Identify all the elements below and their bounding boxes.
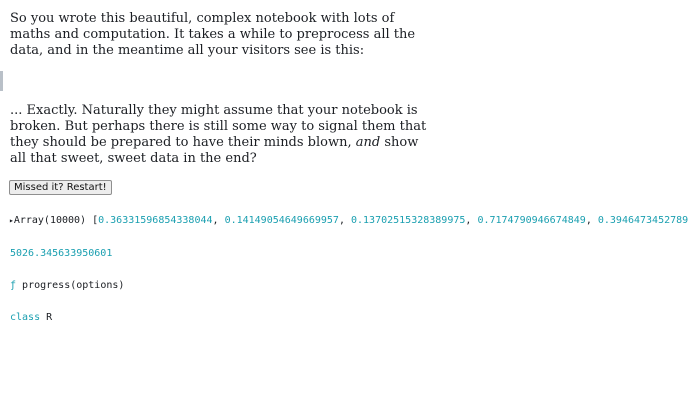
restart-button[interactable]: Missed it? Restart! bbox=[9, 180, 112, 195]
intro-paragraph: So you wrote this beautiful, complex notebook with lots of maths and computation. It takes a while to preprocess all the data, and in the meantime all your visitors see is this: bbox=[10, 11, 416, 58]
outro-text-end: show all that sweet, sweet data in the end? bbox=[10, 135, 419, 166]
array-label: Array(10000) [ bbox=[13, 215, 99, 226]
class-name: R bbox=[40, 312, 53, 323]
outro-text-start: ... Exactly. Naturally they might assume that your notebook is broken. But perhaps there is still some way to signal them that they should be prepared to have their minds blown, bbox=[10, 103, 427, 150]
array-value: 0.3946473452789 bbox=[597, 215, 688, 226]
array-separator: , bbox=[585, 215, 598, 226]
outro-emphasis: and bbox=[355, 135, 381, 150]
array-separator: , bbox=[212, 215, 225, 226]
array-separator: , bbox=[338, 215, 351, 226]
function-icon: ƒ bbox=[10, 280, 17, 291]
array-value: 0.36331596854338044 bbox=[98, 215, 213, 226]
class-output[interactable] bbox=[10, 311, 52, 324]
pending-cell-indicator bbox=[0, 71, 3, 91]
number-output: 5026.345633950601 bbox=[10, 248, 113, 259]
array-output[interactable] bbox=[9, 214, 688, 227]
array-value: 0.14149054649669957 bbox=[224, 215, 339, 226]
expand-triangle-icon[interactable]: ▸ bbox=[9, 216, 14, 225]
array-value: 0.13702515328389975 bbox=[351, 215, 466, 226]
array-value: 0.7174790946674849 bbox=[477, 215, 586, 226]
class-keyword: class bbox=[10, 312, 41, 323]
outro-paragraph bbox=[10, 103, 435, 167]
function-output[interactable] bbox=[10, 279, 124, 292]
function-signature: progress(options) bbox=[16, 280, 125, 291]
array-separator: , bbox=[465, 215, 478, 226]
